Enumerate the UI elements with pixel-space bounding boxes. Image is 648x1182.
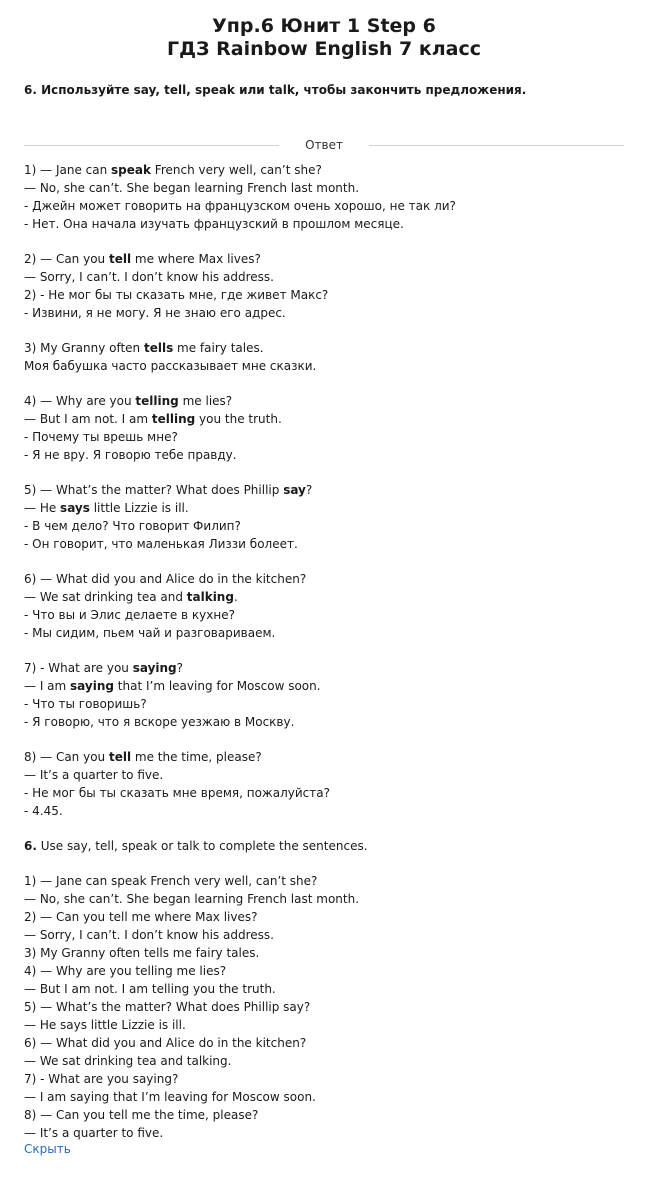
- title-line-1: Упр.6 Юнит 1 Step 6: [212, 15, 436, 37]
- answer-text: French very well, can’t she?: [150, 163, 322, 177]
- answer-text: — It’s a quarter to five.: [24, 768, 164, 782]
- answer-gap: [24, 642, 624, 659]
- answer-line: [24, 250, 624, 268]
- answer-text: 7) - What are you: [24, 661, 133, 675]
- answer-text: — Sorry, I can’t. I don’t know his address.: [24, 270, 274, 284]
- answer-line: [24, 606, 624, 624]
- answer-text: - Что вы и Элис делаете в кухне?: [24, 608, 235, 622]
- answer-keyword: tell: [108, 750, 132, 764]
- answer-line: [24, 570, 624, 588]
- answer-item: [24, 392, 624, 464]
- answer-text: - Джейн может говорить на французском очень хорошо, не так ли?: [24, 199, 456, 213]
- answer-line: [24, 677, 624, 695]
- answer-text: me where Max lives?: [131, 252, 261, 266]
- answer-label: Ответ: [305, 138, 343, 152]
- answer-line: [24, 392, 624, 410]
- answer-line: [24, 446, 624, 464]
- answer-item: [24, 570, 624, 642]
- answer-gap: [24, 233, 624, 250]
- answer-line: [24, 357, 624, 375]
- english-line: — He says little Lizzie is ill.: [24, 1018, 186, 1032]
- english-text-block: [24, 872, 624, 1142]
- answer-line: [24, 748, 624, 766]
- answer-line: [24, 304, 624, 322]
- answer-text: - Почему ты врешь мне?: [24, 430, 178, 444]
- answer-line: [24, 802, 624, 820]
- english-line: 5) — What’s the matter? What does Phillip say?: [24, 1000, 311, 1014]
- answer-text: 4) — Why are you: [24, 394, 136, 408]
- answer-text: me the time, please?: [131, 750, 262, 764]
- answer-item: [24, 748, 624, 820]
- answer-keyword: saying: [70, 679, 114, 693]
- answer-text: little Lizzie is ill.: [89, 501, 189, 515]
- answer-line: [24, 161, 624, 179]
- english-line: — No, she can’t. She began learning French last month.: [24, 892, 360, 906]
- answer-text: you the truth.: [195, 412, 282, 426]
- answer-text: - Он говорит, что маленькая Лиззи болеет.: [24, 537, 298, 551]
- answer-item: [24, 339, 624, 375]
- english-line: — Sorry, I can’t. I don’t know his address.: [24, 928, 274, 942]
- answer-text: me fairy tales.: [173, 341, 264, 355]
- answer-text: — But I am not. I am: [24, 412, 152, 426]
- answer-text: .: [233, 590, 238, 604]
- answer-text: 2) - Не мог бы ты сказать мне, где живет Макс?: [24, 288, 329, 302]
- answer-text: 8) — Can you: [24, 750, 109, 764]
- answer-gap: [24, 553, 624, 570]
- answer-text: 2) — Can you: [24, 252, 109, 266]
- english-line: — I am saying that I’m leaving for Moscow soon.: [24, 1090, 316, 1104]
- answer-line: [24, 410, 624, 428]
- english-line: 2) — Can you tell me where Max lives?: [24, 910, 258, 924]
- answer-text: - Нет. Она начала изучать французский в прошлом месяце.: [24, 217, 404, 231]
- answer-line: [24, 428, 624, 446]
- answer-item: [24, 659, 624, 731]
- answer-line: [24, 784, 624, 802]
- answer-text: — No, she can’t. She began learning French last month.: [24, 181, 360, 195]
- answer-keyword: tell: [108, 252, 132, 266]
- separator-line-left: [24, 145, 279, 146]
- answer-text: 1) — Jane can: [24, 163, 112, 177]
- answer-separator: [24, 138, 624, 152]
- task-en-number: 6.: [24, 839, 37, 853]
- english-line: 4) — Why are you telling me lies?: [24, 964, 227, 978]
- answer-line: [24, 624, 624, 642]
- answer-text: - Что ты говоришь?: [24, 697, 147, 711]
- english-line: 1) — Jane can speak French very well, can’t she?: [24, 874, 318, 888]
- answer-gap: [24, 731, 624, 748]
- english-line: 3) My Granny often tells me fairy tales.: [24, 946, 260, 960]
- answer-keyword: speak: [111, 163, 151, 177]
- answer-item: [24, 481, 624, 553]
- answer-text: - Я говорю, что я вскоре уезжаю в Москву.: [24, 715, 295, 729]
- answer-gap: [24, 322, 624, 339]
- answer-text: — We sat drinking tea and: [24, 590, 187, 604]
- answer-text: - Я не вру. Я говорю тебе правду.: [24, 448, 237, 462]
- answer-line: [24, 268, 624, 286]
- answer-keyword: talking: [186, 590, 234, 604]
- hide-link[interactable]: Скрыть: [24, 1142, 71, 1156]
- answer-text: - 4.45.: [24, 804, 63, 818]
- answer-line: [24, 695, 624, 713]
- answer-keyword: says: [60, 501, 90, 515]
- answer-text: 5) — What’s the matter? What does Phillip: [24, 483, 284, 497]
- answer-keyword: say: [283, 483, 306, 497]
- separator-line-right: [369, 145, 624, 146]
- answer-text: ?: [305, 483, 313, 497]
- answer-text: Моя бабушка часто рассказывает мне сказки.: [24, 359, 317, 373]
- answer-line: [24, 713, 624, 731]
- answer-line: [24, 197, 624, 215]
- answer-keyword: telling: [151, 412, 196, 426]
- task-statement-ru: 6. Используйте say, tell, speak или talk, чтобы закончить предложения.: [24, 83, 527, 97]
- answer-item: [24, 250, 624, 322]
- task-en-text: Use say, tell, speak or talk to complete the sentences.: [36, 839, 368, 853]
- answer-line: [24, 215, 624, 233]
- answer-line: [24, 517, 624, 535]
- answer-line: [24, 588, 624, 606]
- english-line: — But I am not. I am telling you the truth.: [24, 982, 276, 996]
- english-line: 7) - What are you saying?: [24, 1072, 179, 1086]
- answer-gap: [24, 464, 624, 481]
- answer-item: [24, 161, 624, 233]
- answer-keyword: tells: [143, 341, 174, 355]
- answer-text: me lies?: [178, 394, 233, 408]
- answer-line: [24, 766, 624, 784]
- answers-list: [24, 161, 624, 820]
- answer-text: - Не мог бы ты сказать мне время, пожалуйста?: [24, 786, 330, 800]
- answer-text: — He: [24, 501, 61, 515]
- answer-line: [24, 481, 624, 499]
- english-line: 6) — What did you and Alice do in the kitchen?: [24, 1036, 307, 1050]
- answer-text: - В чем дело? Что говорит Филип?: [24, 519, 241, 533]
- answer-line: [24, 535, 624, 553]
- answer-line: [24, 499, 624, 517]
- answer-text: - Мы сидим, пьем чай и разговариваем.: [24, 626, 276, 640]
- answer-keyword: telling: [135, 394, 179, 408]
- answer-text: 3) My Granny often: [24, 341, 144, 355]
- english-line: 8) — Can you tell me the time, please?: [24, 1108, 259, 1122]
- answer-text: 6) — What did you and Alice do in the kitchen?: [24, 572, 307, 586]
- answer-text: ?: [176, 661, 184, 675]
- answer-line: [24, 179, 624, 197]
- answer-line: [24, 659, 624, 677]
- english-line: — It’s a quarter to five.: [24, 1126, 164, 1140]
- page-title: [24, 0, 624, 61]
- answer-gap: [24, 375, 624, 392]
- answer-keyword: saying: [132, 661, 177, 675]
- answer-line: [24, 339, 624, 357]
- answer-line: [24, 286, 624, 304]
- english-line: — We sat drinking tea and talking.: [24, 1054, 232, 1068]
- answer-text: - Извини, я не могу. Я не знаю его адрес.: [24, 306, 286, 320]
- answer-text: that I’m leaving for Moscow soon.: [113, 679, 321, 693]
- answer-text: — I am: [24, 679, 71, 693]
- task-statement-en: [24, 837, 624, 855]
- title-line-2: ГДЗ Rainbow English 7 класс: [166, 38, 482, 60]
